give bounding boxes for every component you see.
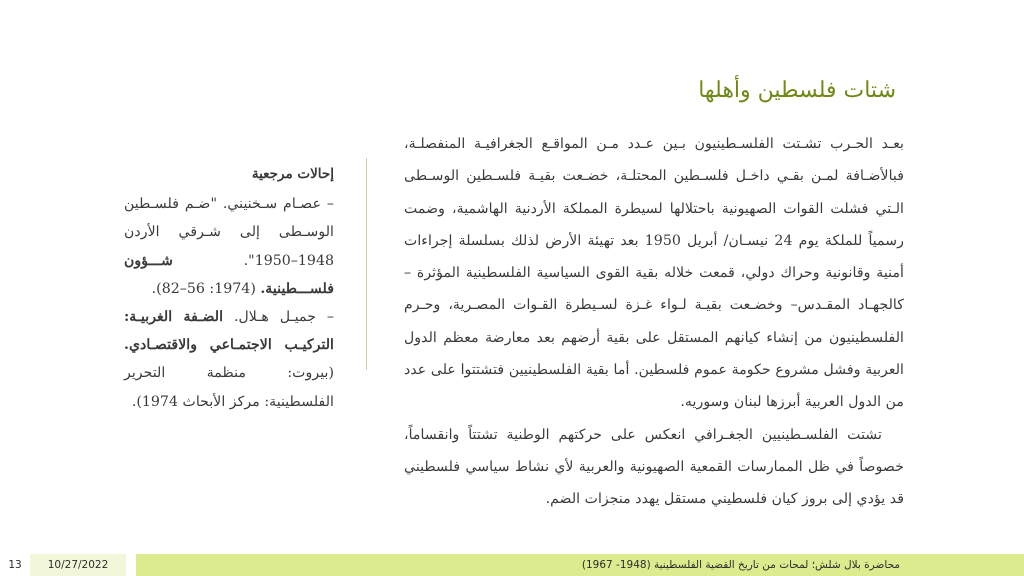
reference-2-source: الضـفة الغربيـة: التركيـب الاجتمـاعي والاقتصـادي. [124, 309, 334, 354]
footer-bar [0, 554, 1024, 576]
references-panel [124, 160, 334, 416]
body-paragraph-1: بعـد الحـرب تشـتت الفلسـطينيون بـين عـدد مـن المواقـع الجغرافيـة المنفصلـة، فبالأضـافة لمـن بقـي داخـل فلسـطين المحتلـة، خضـعت بقيـة فلسـطين الوسـطى الـتي فشلت القوات الصهيونية باحتلالها لسيطرة المملكة الأردنية الهاشمية، وضمت رسمياً للملكة يوم 24 نيسـان/ أبريل 1950 بعد تهيئة الأرض لذلك بسلسلة إجراءات أمنية وقانونية وحراك دولي، قمعت خلاله بقية القوى السياسية الفلسطينية المؤثرة – كالجهـاد المقـدس– وخضـعت بقيـة لـواء غـزة لسـيطرة القـوات المصـرية، وحـرم الفلسطينيون من إنشاء كيانهم المستقل على بقية أرضهم بعد معارضة معظم الدول العربية وفشل مشروع حكومة عموم فلسطين. أما بقية الفلسطينيين فتشتتوا على عدد من الدول العربية أبرزها لبنان وسوريه. [404, 136, 904, 411]
reference-1-details: (1974: 56–82). [151, 280, 261, 297]
footer-lecture-title: محاضرة بلال شلش؛ لمحات من تاريخ القضية الفلسطينية (1948- 1967) [136, 554, 1024, 576]
main-text-body [404, 128, 904, 516]
slide-number: 13 [0, 554, 30, 576]
references-heading: إحالات مرجعية [251, 166, 334, 182]
footer-date: 10/27/2022 [30, 554, 126, 576]
reference-2-text: – جميـل هـلال. [223, 309, 334, 326]
column-divider [366, 158, 367, 370]
reference-item-2 [124, 303, 334, 416]
slide-title: شتات فلسطين وأهلها [698, 78, 896, 103]
reference-1-text: – عصـام سـخنيني. "ضـم فلسـطين الوسـطى إلى شـرقي الأردن 1948–1950". [124, 196, 334, 269]
reference-2-details: (بيروت: منظمة التحرير الفلسطينية: مركز الأبحاث 1974). [124, 365, 334, 410]
reference-item-1 [124, 190, 334, 303]
body-paragraph-2: تشتت الفلسـطينيين الجغـرافي انعكس على حركتهم الوطنية تشتتاً وانقساماً، خصوصاً في ظل الممارسات القمعية الصهيونية والعربية لأي نشاط سياسي فلسطيني قد يؤدي إلى بروز كيان فلسطيني مستقل يهدد منجزات الضم. [404, 426, 904, 508]
reference-1-source: شـــؤون فلســـطينية. [124, 252, 334, 297]
